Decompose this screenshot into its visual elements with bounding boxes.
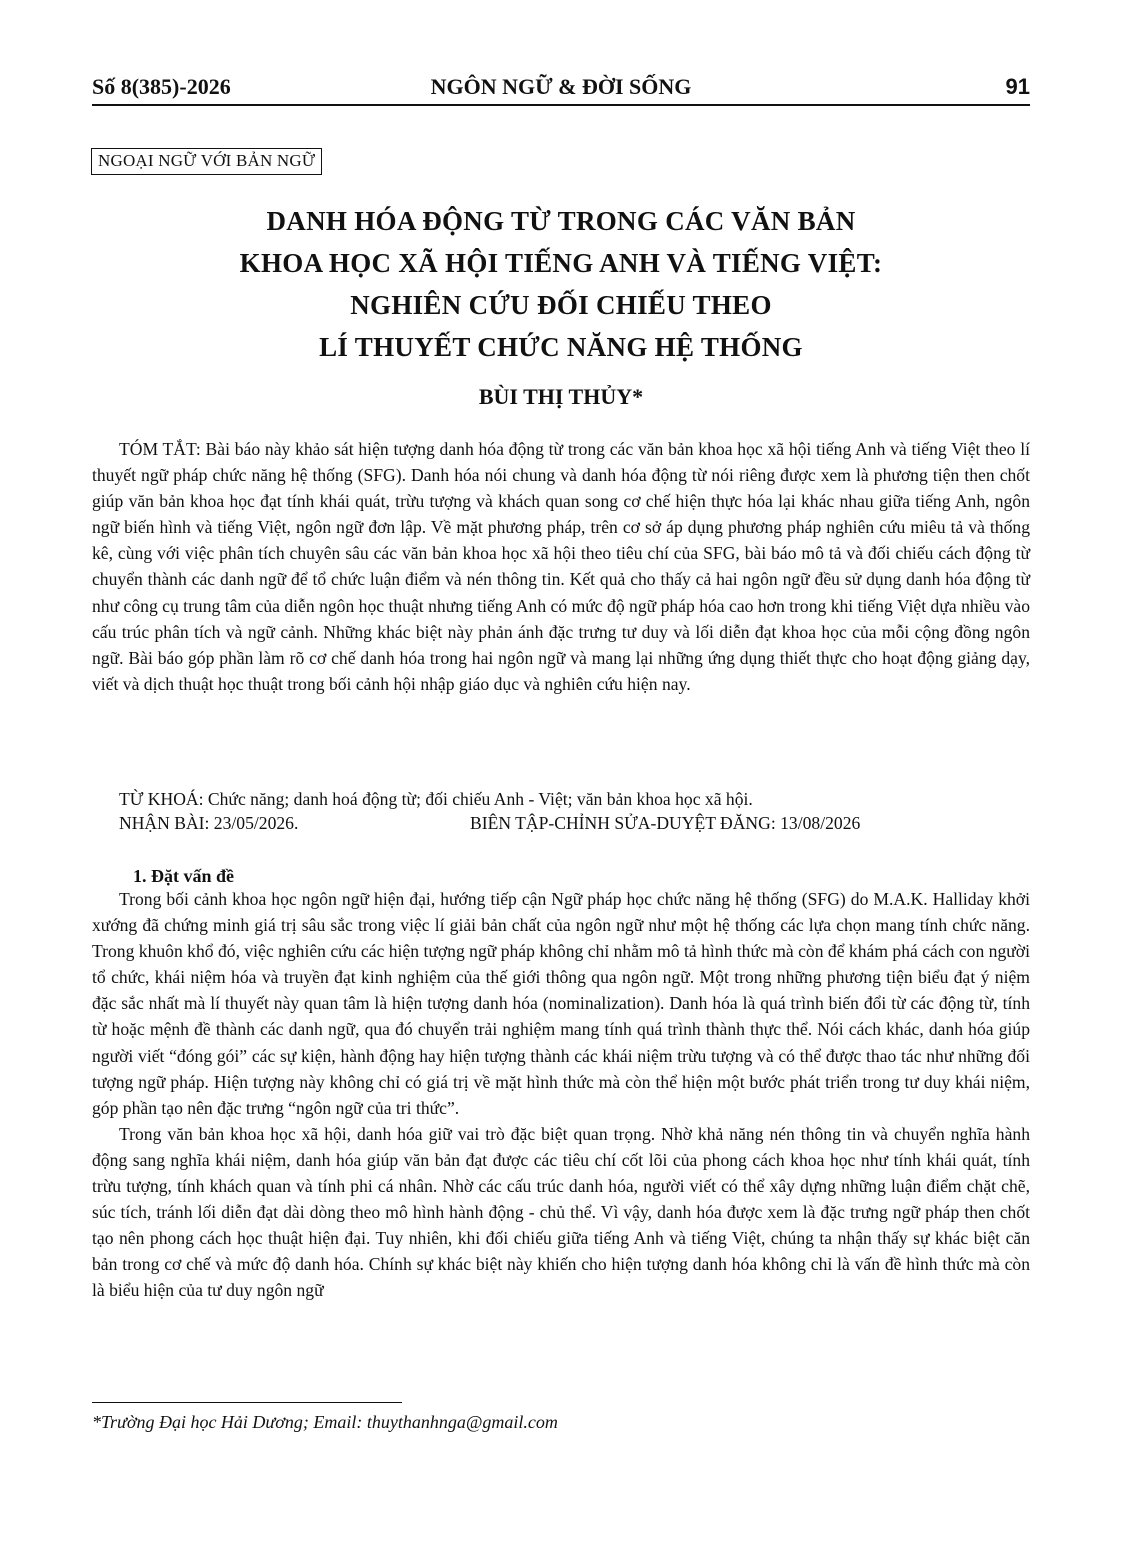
section-tag: NGOẠI NGỮ VỚI BẢN NGỮ [91,148,322,175]
title-line: DANH HÓA ĐỘNG TỪ TRONG CÁC VĂN BẢN [266,206,856,236]
journal-name: NGÔN NGỮ & ĐỜI SỐNG [430,74,692,99]
issue-number: Số 8(385)-2026 [92,74,231,99]
article-title [120,200,1002,368]
edited-date: BIÊN TẬP-CHỈNH SỬA-DUYỆT ĐĂNG: 13/08/2026 [470,813,861,833]
title-line: KHOA HỌC XÃ HỘI TIẾNG ANH VÀ TIẾNG VIỆT: [239,248,883,278]
footnote-rule [92,1402,402,1403]
running-header [92,70,1030,106]
keywords: TỪ KHOÁ: Chức năng; danh hoá động từ; đối chiếu Anh - Việt; văn bản khoa học xã hội. [119,789,753,809]
author-affiliation-footnote: *Trường Đại học Hải Dương; Email: thuythanhnga@gmail.com [92,1412,558,1432]
section-heading: 1. Đặt vấn đề [133,866,235,886]
title-line: NGHIÊN CỨU ĐỐI CHIẾU THEO [350,290,772,320]
body-text [92,886,1030,1304]
paragraph: Trong bối cảnh khoa học ngôn ngữ hiện đại, hướng tiếp cận Ngữ pháp học chức năng hệ thống (SFG) do M.A.K. Halliday khởi xướng đã chứng minh giá trị sâu sắc trong việc lí giải bản chất của ngôn ngữ như một hệ thống các lựa chọn mang tính chức năng. Trong khuôn khổ đó, việc nghiên cứu các hiện tượng ngữ pháp không chỉ nhằm mô tả hình thức mà còn để khám phá cách con người tổ chức, khái niệm hóa và truyền đạt kinh nghiệm của thế giới thông qua ngôn ngữ. Một trong những phương tiện biểu đạt ý niệm đặc sắc nhất mà lí thuyết này quan tâm là hiện tượng danh hóa (nominalization). Danh hóa là quá trình biến đổi từ các động từ, tính từ hoặc mệnh đề thành các danh ngữ, qua đó chuyển trải nghiệm mang tính quá trình thành thực thể. Nói cách khác, danh hóa giúp người viết “đóng gói” các sự kiện, hành động hay hiện tượng thành các khái niệm trừu tượng và có thể được thao tác như những đối tượng ngữ pháp. Hiện tượng này không chỉ có giá trị về mặt hình thức mà còn thể hiện một bước phát triển trong tư duy khái niệm, góp phần tạo nên đặc trưng “ngôn ngữ của tri thức”. [92,889,1030,1118]
page-number: 91 [1005,74,1030,99]
paragraph: Trong văn bản khoa học xã hội, danh hóa giữ vai trò đặc biệt quan trọng. Nhờ khả năng nén thông tin và chuyển nghĩa hành động sang nghĩa khái niệm, danh hóa giúp văn bản đạt được các tiêu chí cốt lõi của phong cách khoa học như tính khái quát, tính trừu tượng, tính khách quan và tính phi cá nhân. Nhờ các cấu trúc danh hóa, người viết có thể xây dựng những luận điểm chặt chẽ, súc tích, tránh lối diễn đạt dài dòng theo mô hình hành động - chủ thể. Vì vậy, danh hóa được xem là đặc trưng ngữ pháp then chốt tạo nên phong cách học thuật hiện đại. Tuy nhiên, khi đối chiếu giữa tiếng Anh và tiếng Việt, chúng ta nhận thấy sự khác biệt căn bản trong cơ chế và mức độ danh hóa. Chính sự khác biệt này khiến cho hiện tượng danh hóa không chỉ là vấn đề hình thức mà còn là biểu hiện của tư duy ngôn ngữ [92,1123,1030,1301]
title-line: LÍ THUYẾT CHỨC NĂNG HỆ THỐNG [319,332,803,362]
author-name: BÙI THỊ THỦY* [478,384,644,409]
abstract [92,436,1030,697]
received-date: NHẬN BÀI: 23/05/2026. [119,813,299,833]
abstract-text: TÓM TẮT: Bài báo này khảo sát hiện tượng danh hóa động từ trong các văn bản khoa học xã hội tiếng Anh và tiếng Việt theo lí thuyết ngữ pháp chức năng hệ thống (SFG). Danh hóa nói chung và danh hóa động từ nói riêng được xem là phương tiện then chốt giúp văn bản khoa học đạt tính khái quát, trừu tượng và khách quan song cơ chế hiện thực hóa lại khác nhau giữa tiếng Anh, ngôn ngữ biến hình và tiếng Việt, ngôn ngữ đơn lập. Về mặt phương pháp, trên cơ sở áp dụng phương pháp nghiên cứu miêu tả và thống kê, cùng với việc phân tích chuyên sâu các văn bản khoa học xã hội theo tiêu chí của SFG, bài báo mô tả và đối chiếu cách động từ chuyển thành các danh ngữ để tổ chức luận điểm và nén thông tin. Kết quả cho thấy cả hai ngôn ngữ đều sử dụng danh hóa động từ như công cụ trung tâm của diễn ngôn học thuật nhưng tiếng Anh có mức độ ngữ pháp hóa cao hơn trong khi tiếng Việt dựa nhiều vào cấu trúc phân tích và ngữ cảnh. Những khác biệt này phản ánh đặc trưng tư duy và lối diễn đạt khoa học của mỗi cộng đồng ngôn ngữ. Bài báo góp phần làm rõ cơ chế danh hóa trong hai ngôn ngữ và mang lại những ứng dụng thiết thực cho hoạt động giảng dạy, viết và dịch thuật học thuật trong bối cảnh hội nhập giáo dục và nghiên cứu hiện nay. [92,439,1030,694]
